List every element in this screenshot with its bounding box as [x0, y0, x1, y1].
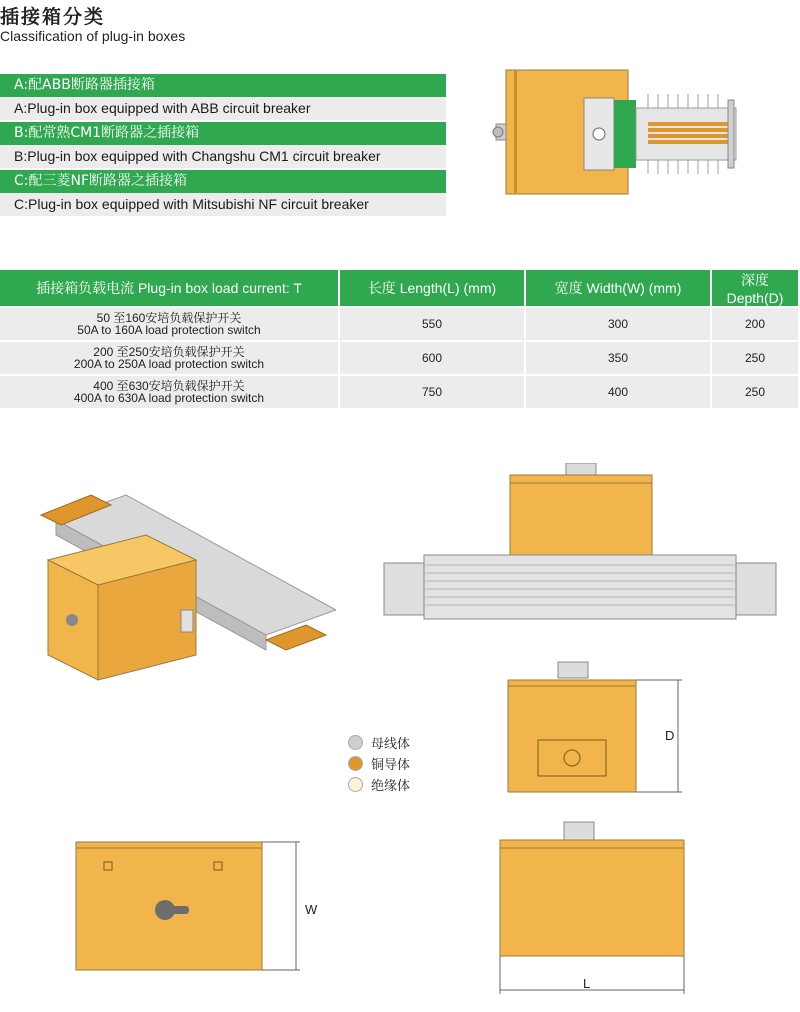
class-c-cn: C:配三菱NF断路器之插接箱	[0, 170, 446, 193]
row-load-en: 400A to 630A load protection switch	[73, 391, 265, 405]
header-length: 长度 Length(L) (mm)	[339, 270, 525, 307]
page-subtitle: Classification of plug-in boxes	[0, 28, 186, 44]
table-row	[0, 341, 799, 375]
row-load-cell	[0, 375, 339, 408]
class-b-en: B:Plug-in box equipped with Changshu CM1 circuit breaker	[0, 145, 446, 168]
dim-l-label: L	[583, 976, 591, 991]
legend-swatch-icon	[348, 756, 363, 771]
header-width: 宽度 Width(W) (mm)	[525, 270, 711, 307]
table-row	[0, 375, 799, 408]
legend-label: 绝缘体	[371, 779, 411, 794]
table-row	[0, 307, 799, 341]
legend-item	[348, 732, 410, 753]
legend-item	[348, 753, 410, 774]
class-c-en: C:Plug-in box equipped with Mitsubishi NF circuit breaker	[0, 193, 446, 216]
spec-table	[0, 270, 800, 408]
row-load-cell	[0, 341, 339, 375]
class-b-cn: B:配常熟CM1断路器之插接箱	[0, 122, 446, 145]
row-load-en: 200A to 250A load protection switch	[73, 357, 265, 371]
row-length: 550	[339, 307, 525, 341]
class-a-cn: A:配ABB断路器插接箱	[0, 74, 446, 97]
row-width: 350	[525, 341, 711, 375]
legend	[348, 732, 410, 795]
legend-label: 铜导体	[371, 758, 411, 773]
front-view	[380, 463, 780, 623]
legend-swatch-icon	[348, 735, 363, 750]
row-load-cn: 200 至250安培负载保护开关	[93, 345, 245, 359]
header-load-current: 插接箱负载电流 Plug-in box load current: T	[0, 270, 339, 307]
isometric-view	[36, 490, 336, 690]
row-load-cn: 50 至160安培负载保护开关	[96, 311, 242, 325]
table-header-row	[0, 270, 799, 307]
row-load-cn: 400 至630安培负载保护开关	[93, 379, 245, 393]
row-load-cell	[0, 307, 339, 341]
row-depth: 200	[711, 307, 799, 341]
legend-item	[348, 774, 410, 795]
header-depth: 深度 Depth(D)	[711, 270, 799, 307]
cross-section-figure	[488, 64, 748, 204]
side-view	[500, 660, 690, 800]
row-length: 750	[339, 375, 525, 408]
row-load-en: 50A to 160A load protection switch	[77, 323, 261, 337]
dim-d-label: D	[665, 728, 675, 743]
row-depth: 250	[711, 375, 799, 408]
legend-swatch-icon	[348, 777, 363, 792]
top-view	[70, 838, 310, 978]
class-c	[0, 170, 446, 216]
row-length: 600	[339, 341, 525, 375]
class-a-en: A:Plug-in box equipped with ABB circuit breaker	[0, 97, 446, 120]
bottom-view	[496, 818, 692, 998]
page-title: 插接箱分类	[0, 6, 106, 28]
class-a	[0, 74, 446, 120]
class-b	[0, 122, 446, 168]
dim-w-label: W	[305, 902, 318, 917]
row-width: 300	[525, 307, 711, 341]
legend-label: 母线体	[371, 737, 411, 752]
row-width: 400	[525, 375, 711, 408]
row-depth: 250	[711, 341, 799, 375]
